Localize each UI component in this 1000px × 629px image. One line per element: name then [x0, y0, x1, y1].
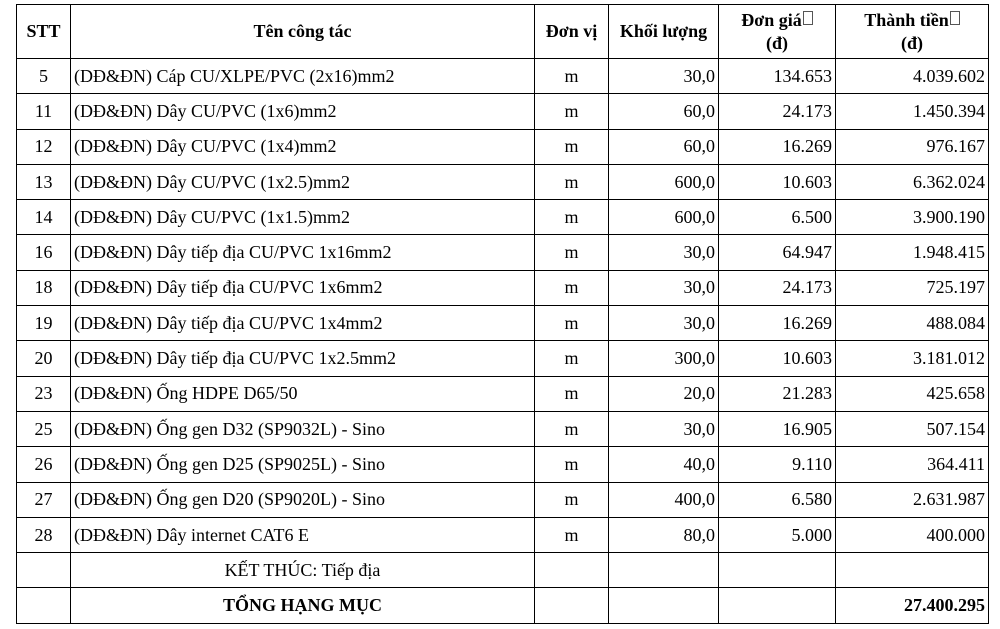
row-amount: 4.039.602 — [836, 59, 989, 94]
row-unit-price: 134.653 — [719, 59, 836, 94]
row-stt: 25 — [17, 411, 71, 446]
row-stt: 5 — [17, 59, 71, 94]
header-task-name: Tên công tác — [71, 5, 535, 59]
row-unit: m — [535, 270, 609, 305]
row-task-name: (DĐ&ĐN) Ống gen D32 (SP9032L) - Sino — [71, 411, 535, 446]
row-stt: 19 — [17, 306, 71, 341]
row-unit: m — [535, 59, 609, 94]
empty-cell — [17, 588, 71, 623]
row-task-name: (DĐ&ĐN) Dây CU/PVC (1x6)mm2 — [71, 94, 535, 129]
row-unit: m — [535, 376, 609, 411]
row-stt: 13 — [17, 164, 71, 199]
estimate-table — [16, 4, 989, 624]
row-unit-price: 24.173 — [719, 94, 836, 129]
table-row — [17, 200, 989, 235]
row-amount: 1.948.415 — [836, 235, 989, 270]
table-row — [17, 59, 989, 94]
row-quantity: 80,0 — [609, 517, 719, 552]
row-quantity: 20,0 — [609, 376, 719, 411]
row-quantity: 30,0 — [609, 235, 719, 270]
table-row — [17, 482, 989, 517]
row-unit-price: 16.905 — [719, 411, 836, 446]
row-unit-price: 10.603 — [719, 164, 836, 199]
header-amount-label: Thành tiền — [864, 9, 949, 30]
row-unit-price: 5.000 — [719, 517, 836, 552]
row-stt: 12 — [17, 129, 71, 164]
row-unit-price: 10.603 — [719, 341, 836, 376]
table-row — [17, 235, 989, 270]
header-amount-currency: (đ) — [901, 32, 923, 53]
row-stt: 28 — [17, 517, 71, 552]
table-row — [17, 129, 989, 164]
row-unit: m — [535, 341, 609, 376]
table-row — [17, 270, 989, 305]
row-amount: 400.000 — [836, 517, 989, 552]
table-body — [17, 59, 989, 553]
header-unit-price — [719, 5, 836, 59]
empty-cell — [535, 588, 609, 623]
row-stt: 18 — [17, 270, 71, 305]
row-unit-price: 6.500 — [719, 200, 836, 235]
row-amount: 488.084 — [836, 306, 989, 341]
missing-glyph-icon — [950, 11, 960, 25]
row-unit-price: 24.173 — [719, 270, 836, 305]
table-row — [17, 306, 989, 341]
empty-cell — [719, 553, 836, 588]
row-quantity: 60,0 — [609, 94, 719, 129]
row-stt: 16 — [17, 235, 71, 270]
table-row — [17, 94, 989, 129]
row-quantity: 60,0 — [609, 129, 719, 164]
row-amount: 6.362.024 — [836, 164, 989, 199]
row-quantity: 600,0 — [609, 164, 719, 199]
row-quantity: 30,0 — [609, 306, 719, 341]
row-stt: 26 — [17, 447, 71, 482]
row-task-name: (DĐ&ĐN) Dây CU/PVC (1x1.5)mm2 — [71, 200, 535, 235]
grand-total-row — [17, 588, 989, 623]
row-quantity: 30,0 — [609, 59, 719, 94]
row-quantity: 400,0 — [609, 482, 719, 517]
row-quantity: 300,0 — [609, 341, 719, 376]
row-task-name: (DĐ&ĐN) Dây tiếp địa CU/PVC 1x2.5mm2 — [71, 341, 535, 376]
grand-total-label: TỔNG HẠNG MỤC — [71, 588, 535, 623]
row-amount: 2.631.987 — [836, 482, 989, 517]
row-stt: 23 — [17, 376, 71, 411]
row-stt: 20 — [17, 341, 71, 376]
row-unit: m — [535, 94, 609, 129]
table-row — [17, 164, 989, 199]
row-unit: m — [535, 129, 609, 164]
header-amount — [836, 5, 989, 59]
empty-cell — [17, 553, 71, 588]
row-amount: 425.658 — [836, 376, 989, 411]
row-unit: m — [535, 517, 609, 552]
row-amount: 976.167 — [836, 129, 989, 164]
row-unit-price: 21.283 — [719, 376, 836, 411]
empty-cell — [609, 553, 719, 588]
row-unit: m — [535, 482, 609, 517]
row-unit-price: 64.947 — [719, 235, 836, 270]
row-unit-price: 16.269 — [719, 306, 836, 341]
header-unit: Đơn vị — [535, 5, 609, 59]
row-amount: 3.181.012 — [836, 341, 989, 376]
header-unit-price-label: Đơn giá — [741, 9, 802, 30]
row-quantity: 30,0 — [609, 270, 719, 305]
row-amount: 364.411 — [836, 447, 989, 482]
table-row — [17, 376, 989, 411]
table-row — [17, 517, 989, 552]
row-task-name: (DĐ&ĐN) Dây tiếp địa CU/PVC 1x6mm2 — [71, 270, 535, 305]
section-end-label: KẾT THÚC: Tiếp địa — [71, 553, 535, 588]
empty-cell — [609, 588, 719, 623]
row-task-name: (DĐ&ĐN) Ống gen D20 (SP9020L) - Sino — [71, 482, 535, 517]
row-unit-price: 9.110 — [719, 447, 836, 482]
row-task-name: (DĐ&ĐN) Dây CU/PVC (1x4)mm2 — [71, 129, 535, 164]
row-unit: m — [535, 235, 609, 270]
row-task-name: (DĐ&ĐN) Dây tiếp địa CU/PVC 1x16mm2 — [71, 235, 535, 270]
row-amount: 507.154 — [836, 411, 989, 446]
row-task-name: (DĐ&ĐN) Ống HDPE D65/50 — [71, 376, 535, 411]
row-quantity: 30,0 — [609, 411, 719, 446]
row-task-name: (DĐ&ĐN) Dây CU/PVC (1x2.5)mm2 — [71, 164, 535, 199]
row-unit: m — [535, 447, 609, 482]
row-stt: 14 — [17, 200, 71, 235]
header-quantity: Khối lượng — [609, 5, 719, 59]
row-task-name: (DĐ&ĐN) Dây internet CAT6 E — [71, 517, 535, 552]
empty-cell — [535, 553, 609, 588]
section-end-row — [17, 553, 989, 588]
row-quantity: 40,0 — [609, 447, 719, 482]
missing-glyph-icon — [803, 11, 813, 25]
grand-total-value: 27.400.295 — [836, 588, 989, 623]
table-header-row — [17, 5, 989, 59]
row-stt: 11 — [17, 94, 71, 129]
empty-cell — [836, 553, 989, 588]
table-row — [17, 411, 989, 446]
header-stt: STT — [17, 5, 71, 59]
row-task-name: (DĐ&ĐN) Cáp CU/XLPE/PVC (2x16)mm2 — [71, 59, 535, 94]
row-unit-price: 6.580 — [719, 482, 836, 517]
row-task-name: (DĐ&ĐN) Ống gen D25 (SP9025L) - Sino — [71, 447, 535, 482]
row-amount: 725.197 — [836, 270, 989, 305]
row-task-name: (DĐ&ĐN) Dây tiếp địa CU/PVC 1x4mm2 — [71, 306, 535, 341]
row-stt: 27 — [17, 482, 71, 517]
row-unit: m — [535, 306, 609, 341]
row-amount: 1.450.394 — [836, 94, 989, 129]
row-amount: 3.900.190 — [836, 200, 989, 235]
row-unit: m — [535, 200, 609, 235]
table-row — [17, 341, 989, 376]
row-unit: m — [535, 164, 609, 199]
row-quantity: 600,0 — [609, 200, 719, 235]
table-row — [17, 447, 989, 482]
row-unit: m — [535, 411, 609, 446]
row-unit-price: 16.269 — [719, 129, 836, 164]
header-unit-price-currency: (đ) — [766, 32, 788, 53]
empty-cell — [719, 588, 836, 623]
